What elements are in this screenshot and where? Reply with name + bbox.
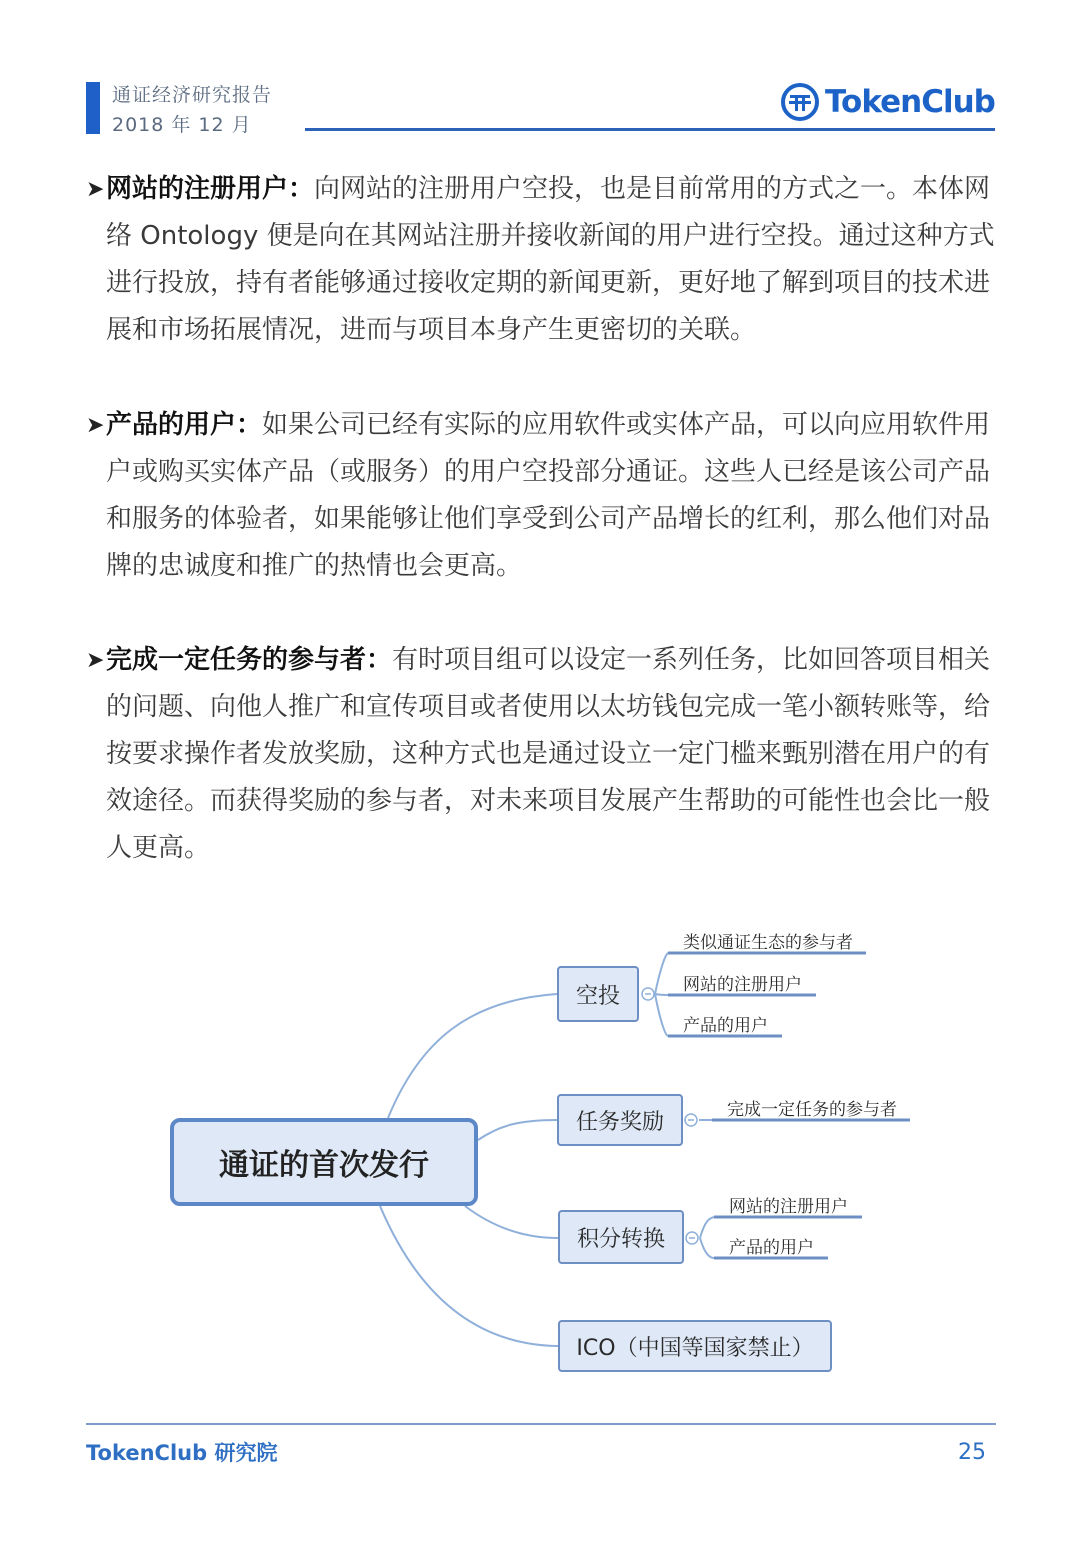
header-accent-bar bbox=[86, 82, 100, 134]
mindmap-leaf: 网站的注册用户 bbox=[729, 1197, 848, 1217]
report-title: 通证经济研究报告 bbox=[112, 84, 273, 106]
paragraph-task-participants bbox=[86, 637, 998, 872]
footer-divider bbox=[86, 1423, 996, 1425]
paragraph-text: 向网站的注册用户空投，也是目前常用的方式之一。本体网络 Ontology 便是向在其网站注册并接收新闻的用户进行空投。通过这种方式进行投放，持有者能够通过接收定期的新闻更新，更好地了解到项目的技术进展和市场拓展情况，进而与项目本身产生更密切的关联。 bbox=[106, 174, 995, 345]
bullet-arrow-icon: ➤ bbox=[86, 413, 105, 438]
paragraph-lead: 完成一定任务的参与者： bbox=[106, 645, 393, 675]
paragraph-text: 有时项目组可以设定一系列任务，比如回答项目相关的问题、向他人推广和宣传项目或者使用以太坊钱包完成一笔小额转账等，给按要求操作者发放奖励，这种方式也是通过设立一定门槛来甄别潜在用户的有效途径。而获得奖励的参与者，对未来项目发展产生帮助的可能性也会比一般人更高。 bbox=[106, 645, 991, 863]
mindmap-leaf: 类似通证生态的参与者 bbox=[683, 933, 853, 953]
paragraph-text: 如果公司已经有实际的应用软件或实体产品，可以向应用软件用户或购买实体产品（或服务）的用户空投部分通证。这些人已经是该公司产品和服务的体验者，如果能够让他们享受到公司产品增长的红利，那么他们对品牌的忠诚度和推广的热情也会更高。 bbox=[106, 410, 991, 581]
page-number: 25 bbox=[958, 1440, 986, 1465]
header-divider bbox=[305, 128, 995, 131]
mindmap-leaf: 网站的注册用户 bbox=[683, 975, 802, 995]
tokenclub-logo-icon bbox=[780, 82, 820, 122]
footer-brand: TokenClub 研究院 bbox=[86, 1441, 278, 1465]
mindmap-leaf: 产品的用户 bbox=[683, 1016, 768, 1036]
paragraph-lead: 网站的注册用户： bbox=[106, 174, 315, 204]
bullet-arrow-icon: ➤ bbox=[86, 177, 105, 202]
report-date: 2018 年 12 月 bbox=[112, 114, 252, 136]
paragraph-registered-users bbox=[86, 166, 998, 354]
mindmap-branch-airdrop: 空投 bbox=[557, 966, 639, 1022]
logo-text: TokenClub bbox=[825, 84, 995, 120]
mindmap-branch-points-conversion: 积分转换 bbox=[558, 1210, 684, 1264]
mindmap-leaf: 完成一定任务的参与者 bbox=[727, 1100, 897, 1120]
mindmap-root: 通证的首次发行 bbox=[170, 1118, 478, 1206]
paragraph-lead: 产品的用户： bbox=[106, 410, 263, 440]
mindmap-branch-ico: ICO（中国等国家禁止） bbox=[558, 1320, 832, 1372]
paragraph-product-users bbox=[86, 402, 998, 590]
bullet-arrow-icon: ➤ bbox=[86, 648, 105, 673]
mindmap-branch-task-reward: 任务奖励 bbox=[557, 1094, 683, 1146]
mindmap-leaf: 产品的用户 bbox=[729, 1238, 814, 1258]
tokenclub-logo bbox=[780, 80, 995, 124]
